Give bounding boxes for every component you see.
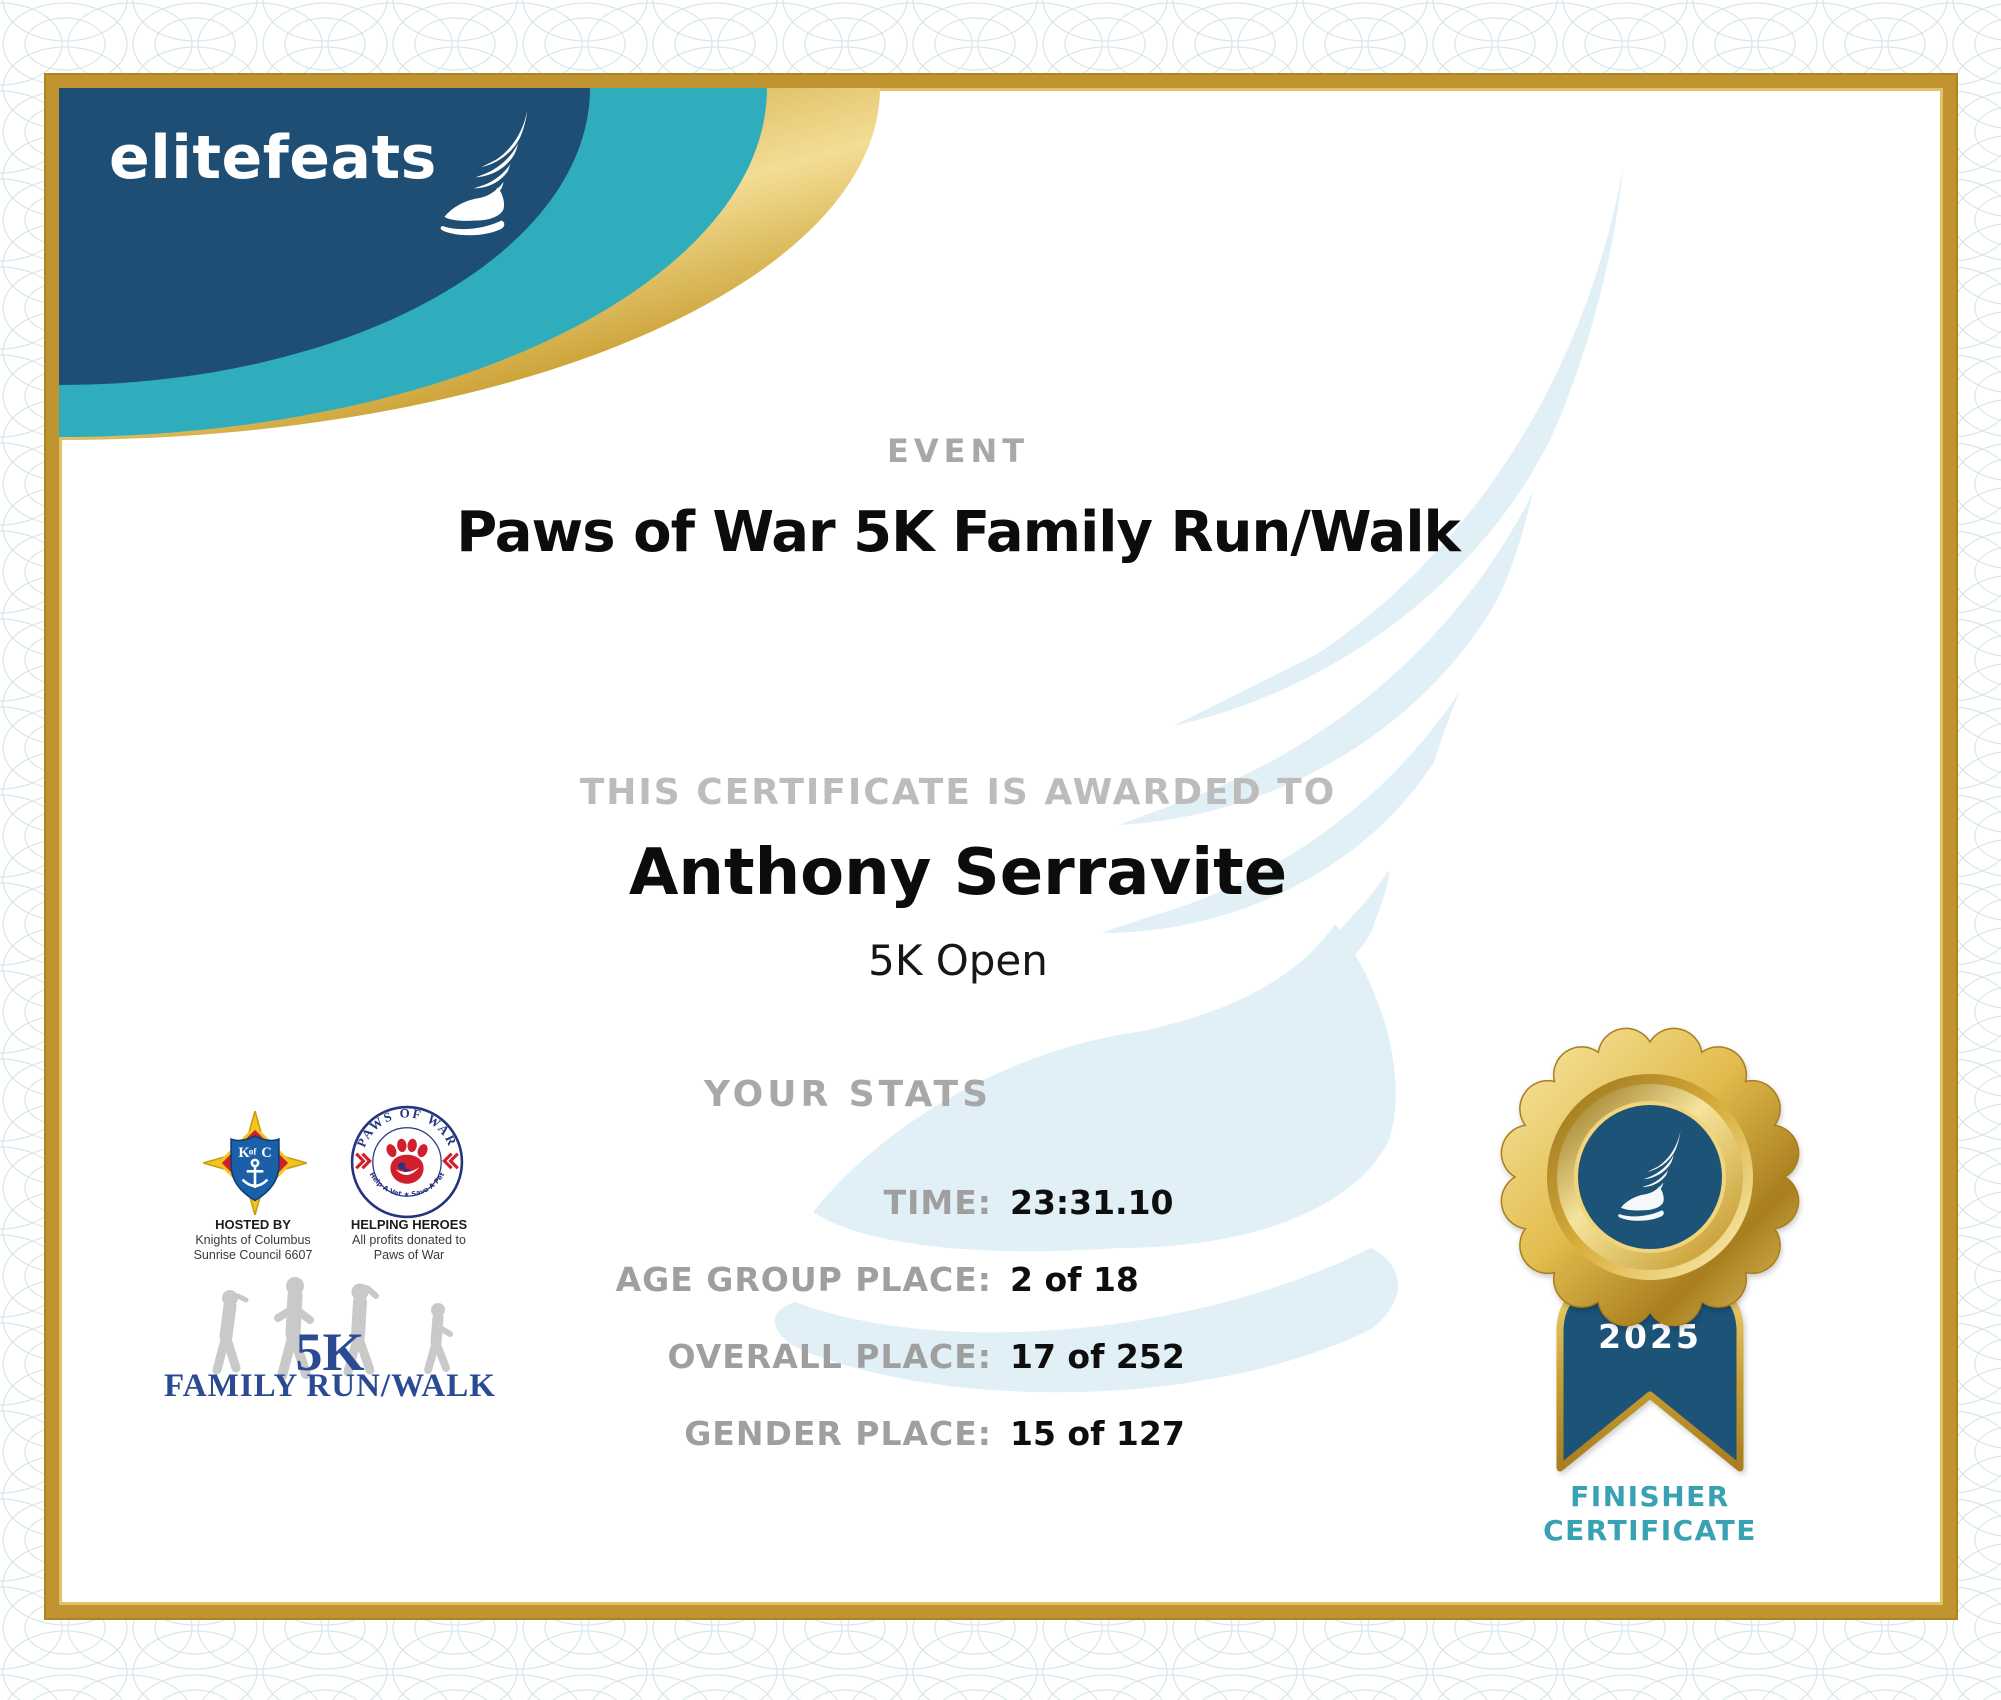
kofc-caption-title: HOSTED BY: [215, 1217, 291, 1232]
medal-rosette: [1500, 1027, 1800, 1327]
division-label: 5K Open: [868, 936, 1048, 985]
stat-value-time: 23:31.10: [1010, 1183, 1174, 1222]
stat-label-gender: GENDER PLACE:: [684, 1414, 992, 1453]
award-heading: THIS CERTIFICATE IS AWARDED TO: [579, 772, 1337, 813]
stats-heading: YOUR STATS: [703, 1074, 992, 1115]
event-title: Paws of War 5K Family Run/Walk: [456, 500, 1460, 565]
certificate-frame: [46, 75, 1956, 1618]
event-label: EVENT: [886, 432, 1030, 470]
kofc-caption-line1: Knights of Columbus: [195, 1233, 311, 1247]
paws-of-war-logo: [350, 1105, 464, 1219]
knights-of-columbus-logo: [203, 1111, 307, 1215]
paws-caption-title: HELPING HEROES: [350, 1217, 468, 1232]
finisher-caption: [1500, 1480, 1800, 1548]
finisher-caption-line1: FINISHER: [1570, 1480, 1730, 1513]
brand-logo: [109, 116, 531, 239]
paws-tagline-text: Help A Vet ★ Save A Pet: [367, 1170, 447, 1199]
stat-label-age-group: AGE GROUP PLACE:: [615, 1260, 992, 1299]
brand-wordmark: elitefeats: [109, 123, 437, 193]
kofc-caption-line2: Sunrise Council 6607: [193, 1248, 313, 1262]
kofc-emblem-word-of: of: [248, 1147, 257, 1158]
kofc-emblem-letter-c: C: [261, 1144, 272, 1161]
kofc-emblem-letter-k: K: [238, 1144, 250, 1161]
race-name-text: FAMILY RUN/WALK: [164, 1368, 496, 1404]
race-distance-text: 5K: [295, 1322, 365, 1382]
recipient-name: Anthony Serravite: [628, 836, 1288, 910]
paws-caption-line2: Paws of War: [373, 1248, 445, 1262]
stat-label-time: TIME:: [883, 1183, 992, 1222]
winged-foot-icon: [439, 110, 531, 239]
stat-value-age-group: 2 of 18: [1010, 1260, 1139, 1299]
finisher-caption-line2: CERTIFICATE: [1543, 1514, 1757, 1547]
paws-caption: [310, 1216, 508, 1263]
race-logo: [155, 1274, 535, 1404]
stat-value-gender: 15 of 127: [1010, 1414, 1185, 1453]
paws-ring-text: PAWS OF WAR: [353, 1105, 461, 1150]
stat-value-overall: 17 of 252: [1010, 1337, 1185, 1376]
stat-label-overall: OVERALL PLACE:: [667, 1337, 992, 1376]
paws-caption-line1: All profits donated to: [352, 1233, 466, 1247]
medal-year-text: 2025: [1598, 1317, 1702, 1356]
